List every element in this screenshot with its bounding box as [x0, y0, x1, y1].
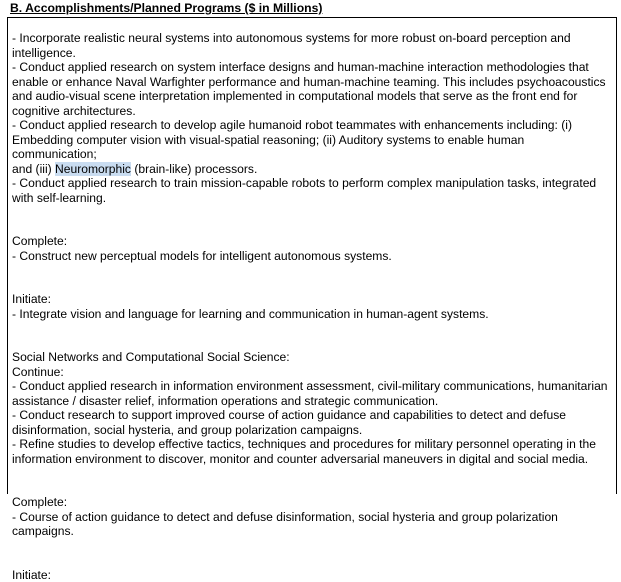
content-text — [12, 31, 612, 582]
text-line: Initiate: — [12, 568, 612, 582]
highlighted-term: Neuromorphic — [55, 162, 131, 176]
text-line: Initiate: — [12, 292, 612, 307]
text-line: - Conduct applied research in information environment assessment, civil-military communications, humanitarian — [12, 379, 612, 394]
blank-line — [12, 220, 612, 235]
text-line: cognitive architectures. — [12, 104, 612, 119]
text-line: assistance / disaster relief, information operations and strategic communication. — [12, 394, 612, 409]
content-cell — [7, 18, 617, 494]
text-line: - Conduct applied research to train mission-capable robots to perform complex manipulation tasks, integrated — [12, 176, 612, 191]
text-line: Complete: — [12, 495, 612, 510]
text-line: information environment to discover, monitor and counter adversarial maneuvers in digital and social media. — [12, 452, 612, 467]
text-line: - Refine studies to develop effective tactics, techniques and procedures for military personnel operating in the — [12, 437, 612, 452]
text-line: - Conduct research to support improved course of action guidance and capabilities to detect and defuse — [12, 408, 612, 423]
blank-line — [12, 553, 612, 568]
text-line — [12, 162, 612, 177]
blank-line — [12, 539, 612, 554]
blank-line — [12, 205, 612, 220]
text-line: campaigns. — [12, 524, 612, 539]
text-line: enable or enhance Naval Warfighter performance and human-machine teaming. This includes psychoacoustics — [12, 75, 612, 90]
text-segment: and (iii) — [12, 162, 55, 176]
blank-line — [12, 263, 612, 278]
blank-line — [12, 481, 612, 496]
text-line: - Integrate vision and language for learning and communication in human-agent systems. — [12, 307, 612, 322]
text-line: Complete: — [12, 234, 612, 249]
text-line: - Incorporate realistic neural systems into autonomous systems for more robust on-board perception and — [12, 31, 612, 46]
blank-line — [12, 278, 612, 293]
text-line: - Course of action guidance to detect and defuse disinformation, social hysteria and group polarization — [12, 510, 612, 525]
section-heading: B. Accomplishments/Planned Programs ($ in Millions) — [10, 1, 322, 15]
text-line: with self-learning. — [12, 191, 612, 206]
text-line: intelligence. — [12, 46, 612, 61]
section-header-row — [7, 0, 617, 18]
blank-line — [12, 466, 612, 481]
blank-line — [12, 336, 612, 351]
text-segment: (brain-like) processors. — [131, 162, 257, 176]
text-line: Social Networks and Computational Social Science: — [12, 350, 612, 365]
text-line: Continue: — [12, 365, 612, 380]
blank-line — [12, 321, 612, 336]
text-line: and audio-visual scene interpretation implemented in computational models that serve as the front end for — [12, 89, 612, 104]
text-line: - Conduct applied research on system interface designs and human-machine interaction methodologies that — [12, 60, 612, 75]
text-line: - Conduct applied research to develop agile humanoid robot teammates with enhancements including: (i) — [12, 118, 612, 133]
text-line: - Construct new perceptual models for intelligent autonomous systems. — [12, 249, 612, 264]
text-line: Embedding computer vision with visual-spatial reasoning; (ii) Auditory systems to enable human communication; — [12, 133, 612, 162]
text-line: disinformation, social hysteria, and group polarization campaigns. — [12, 423, 612, 438]
